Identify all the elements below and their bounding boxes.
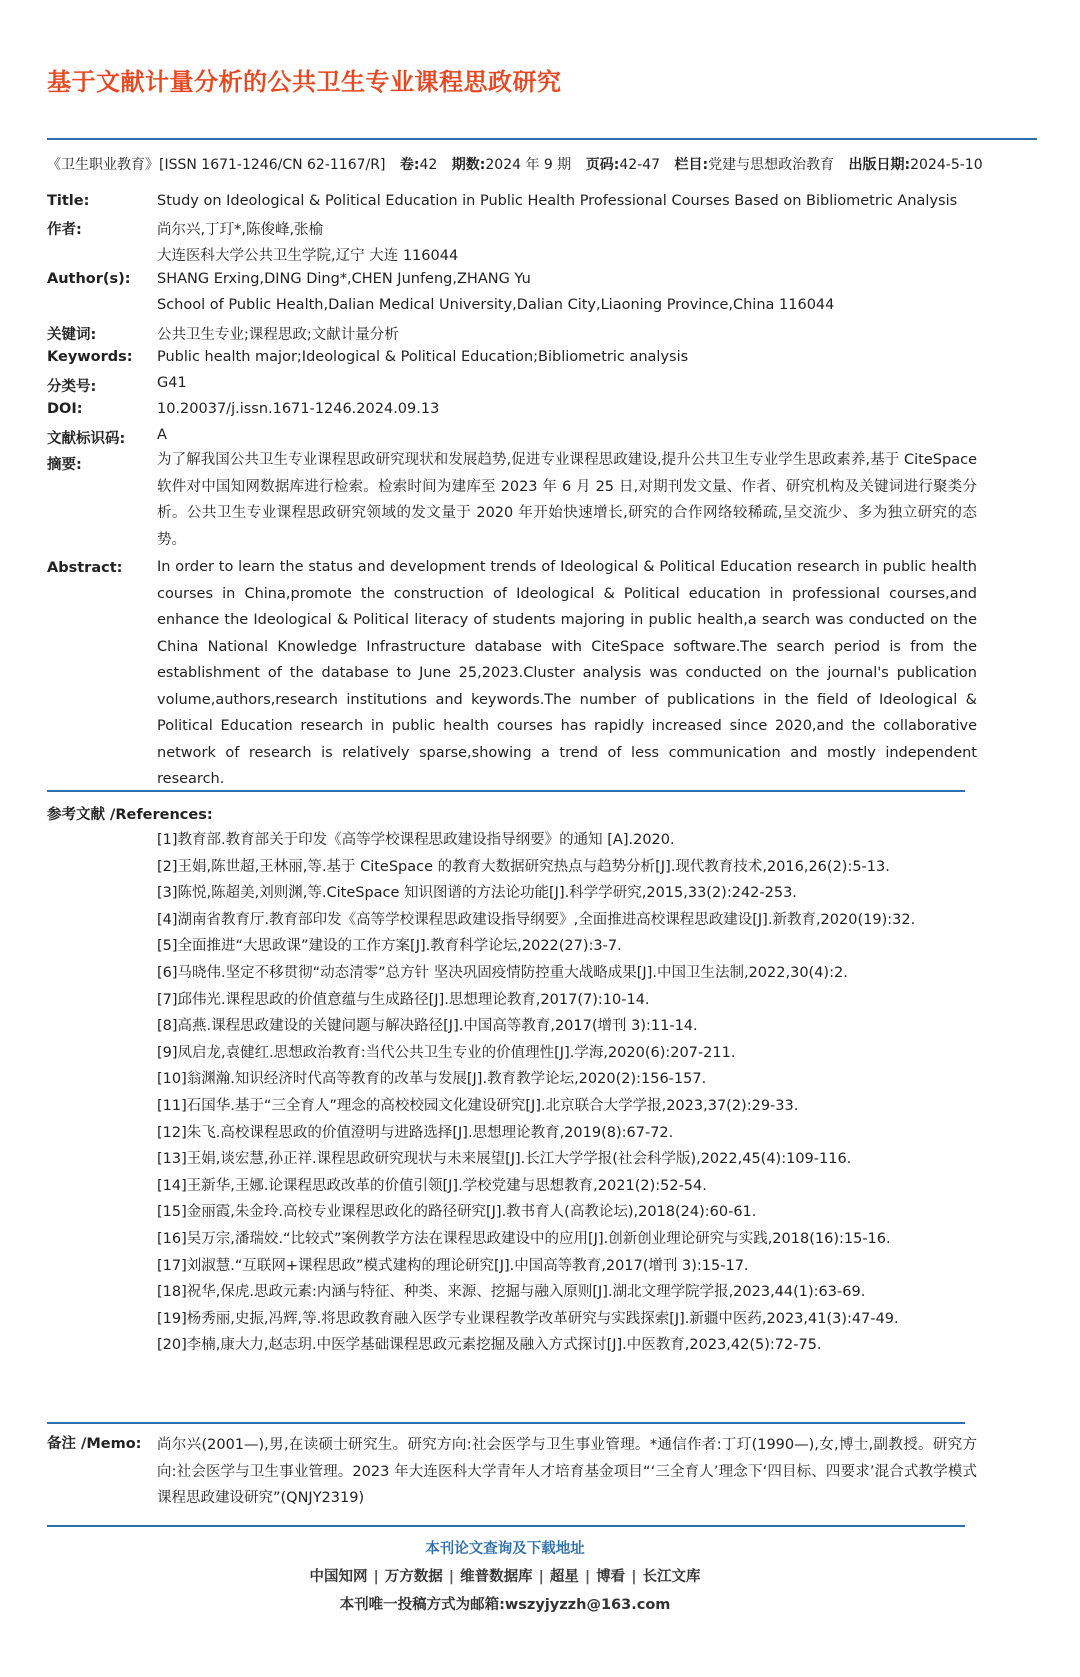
column-label: 栏目: xyxy=(674,157,709,173)
doc-code-value: A xyxy=(157,427,167,443)
journal-issn: [ISSN 1671-1246/CN 62-1167/R] xyxy=(159,157,386,173)
keywords-en-label: Keywords: xyxy=(47,349,133,365)
reference-item: [13]王娟,谈宏慧,孙正祥.课程思政研究现状与未来展望[J].长江大学学报(社会科学版),2022,45(4):109-116. xyxy=(157,1151,852,1168)
author-en-value: SHANG Erxing,DING Ding*,CHEN Junfeng,ZHANG Yu xyxy=(157,271,531,287)
reference-item: [3]陈悦,陈超美,刘则渊,等.CiteSpace 知识图谱的方法论功能[J].科学学研究,2015,33(2):242-253. xyxy=(157,885,797,902)
separator: | xyxy=(631,1569,637,1585)
reference-item: [12]朱飞.高校课程思政的价值澄明与进路选择[J].思想理论教育,2019(8):67-72. xyxy=(157,1124,674,1141)
journal-name: 《卫生职业教育》 xyxy=(47,157,159,173)
reference-item: [6]马晓伟.坚定不移贯彻“动态清零”总方针 坚决巩固疫情防控重大战略成果[J].中国卫生法制,2022,30(4):2. xyxy=(157,964,848,981)
issue-value: 2024 年 9 期 xyxy=(485,157,572,173)
affiliation-en-value: School of Public Health,Dalian Medical University,Dalian City,Liaoning Province,China 116044 xyxy=(157,297,835,313)
separator: | xyxy=(373,1569,379,1585)
database-link[interactable]: 长江文库 xyxy=(642,1569,701,1585)
top-divider xyxy=(47,138,1037,140)
footer-databases xyxy=(0,1565,1010,1586)
abstract-cn-text: 为了解我国公共卫生专业课程思政研究现状和发展趋势,促进专业课程思政建设,提升公共卫生专业学生思政素养,基于 CiteSpace 软件对中国知网数据库进行检索。检索时间为建库至 2023 年 6 月 25 日,对期刊发文量、作者、研究机构及关键词进行聚类分析。公共卫生专业课程思政研究领域的发文量于 2020 年开始快速增长,研究的合作网络较稀疏,呈交流少、多为独立研究的态势。 xyxy=(157,452,977,548)
keywords-en-value: Public health major;Ideological & Political Education;Bibliometric analysis xyxy=(157,349,689,365)
author-en-label: Author(s): xyxy=(47,271,131,287)
memo-label: 备注 /Memo: xyxy=(47,1436,142,1452)
footer-divider xyxy=(47,1525,965,1527)
keywords-cn-label: 关键词: xyxy=(47,327,97,343)
abstract-en-text: In order to learn the status and development trends of Ideological & Political Education research in public health courses in China,promote the construction of Ideological & Political education in professional courses,and enhance the Ideological & Political literacy of students majoring in public health,a search was conducted on the China National Knowledge Infrastructure database with CiteSpace software.The search period is from the establishment of the database to June 25,2023.Cluster analysis was conducted on the journal's publication volume,authors,research institutions and keywords.The number of publications in the field of Ideological & Political Education research in public health courses has rapidly increased since 2020,and the collaborative network of research is relatively sparse,showing a trend of less communication and mostly independent research. xyxy=(157,559,977,787)
abstract-en-label: Abstract: xyxy=(47,560,123,576)
issue-label: 期数: xyxy=(451,157,486,173)
title-value: Study on Ideological & Political Education in Public Health Professional Courses Based on Bibliometric Analysis xyxy=(157,193,958,209)
class-label: 分类号: xyxy=(47,379,97,395)
reference-item: [16]吴万宗,潘瑞姣.“比较式”案例教学方法在课程思政建设中的应用[J].创新创业理论研究与实践,2018(16):15-16. xyxy=(157,1230,891,1247)
article-title: 基于文献计量分析的公共卫生专业课程思政研究 xyxy=(47,68,562,96)
reference-item: [10]翁渊瀚.知识经济时代高等教育的改革与发展[J].教育教学论坛,2020(2):156-157. xyxy=(157,1071,707,1088)
doi-label: DOI: xyxy=(47,401,83,417)
class-value: G41 xyxy=(157,375,187,391)
reference-item: [19]杨秀丽,史振,冯辉,等.将思政教育融入医学专业课程教学改革研究与实践探索[J].新疆中医药,2023,41(3):47-49. xyxy=(157,1310,899,1327)
pages-value: 42-47 xyxy=(619,157,661,173)
database-link[interactable]: 超星 xyxy=(549,1569,579,1585)
reference-item: [7]邱伟光.课程思政的价值意蕴与生成路径[J].思想理论教育,2017(7):10-14. xyxy=(157,991,650,1008)
abstract-cn-label: 摘要: xyxy=(47,457,82,473)
reference-item: [9]凤启龙,袁健红.思想政治教育:当代公共卫生专业的价值理性[J].学海,2020(6):207-211. xyxy=(157,1044,736,1061)
reference-item: [14]王新华,王娜.论课程思政改革的价值引领[J].学校党建与思想教育,2021(2):52-54. xyxy=(157,1177,707,1194)
volume-value: 42 xyxy=(419,157,438,173)
journal-info-line xyxy=(47,154,1047,174)
separator: | xyxy=(538,1569,544,1585)
author-cn-value: 尚尔兴,丁玎*,陈俊峰,张榆 xyxy=(157,222,324,238)
date-value: 2024-5-10 xyxy=(910,157,983,173)
separator: | xyxy=(448,1569,455,1585)
reference-item: [8]高燕.课程思政建设的关键问题与解决路径[J].中国高等教育,2017(增刊 3):11-14. xyxy=(157,1018,698,1035)
memo-divider xyxy=(47,1422,965,1424)
database-link[interactable]: 万方数据 xyxy=(384,1569,443,1585)
pages-label: 页码: xyxy=(585,157,620,173)
footer-email: 本刊唯一投稿方式为邮箱:wszyjyzzh@163.com xyxy=(339,1597,671,1613)
author-cn-label: 作者: xyxy=(47,222,82,238)
doc-code-label: 文献标识码: xyxy=(47,431,126,447)
references-divider xyxy=(47,790,965,792)
keywords-cn-value: 公共卫生专业;课程思政;文献计量分析 xyxy=(157,327,399,343)
affiliation-cn-value: 大连医科大学公共卫生学院,辽宁 大连 116044 xyxy=(157,248,459,264)
reference-item: [18]祝华,保虎.思政元素:内涵与特征、种类、来源、挖掘与融入原则[J].湖北文理学院学报,2023,44(1):63-69. xyxy=(157,1284,866,1301)
references-heading: 参考文献 /References: xyxy=(47,807,213,823)
title-label: Title: xyxy=(47,193,90,209)
reference-item: [2]王娟,陈世超,王林丽,等.基于 CiteSpace 的教育大数据研究热点与趋势分析[J].现代教育技术,2016,26(2):5-13. xyxy=(157,858,890,875)
date-label: 出版日期: xyxy=(848,157,911,173)
reference-item: [5]全面推进“大思政课”建设的工作方案[J].教育科学论坛,2022(27):3-7. xyxy=(157,938,622,955)
memo-text: 尚尔兴(2001—),男,在读硕士研究生。研究方向:社会医学与卫生事业管理。*通信作者:丁玎(1990—),女,博士,副教授。研究方向:社会医学与卫生事业管理。2023 年大连医科大学青年人才培育基金项目“‘三全育人’理念下‘四目标、四要求’混合式教学模式课程思政建设研究”(QNJY2319) xyxy=(157,1437,977,1506)
reference-item: [11]石国华.基于“三全育人”理念的高校校园文化建设研究[J].北京联合大学学报,2023,37(2):29-33. xyxy=(157,1097,799,1114)
database-link[interactable]: 博看 xyxy=(596,1569,626,1585)
reference-item: [15]金丽霞,朱金玲.高校专业课程思政化的路径研究[J].教书育人(高教论坛),2018(24):60-61. xyxy=(157,1204,757,1221)
reference-item: [1]教育部.教育部关于印发《高等学校课程思政建设指导纲要》的通知 [A].2020. xyxy=(157,832,675,848)
reference-item: [4]湖南省教育厅.教育部印发《高等学校课程思政建设指导纲要》,全面推进高校课程思政建设[J].新教育,2020(19):32. xyxy=(157,911,916,928)
column-value: 党建与思想政治教育 xyxy=(708,157,835,173)
database-link[interactable]: 维普数据库 xyxy=(460,1569,533,1585)
volume-label: 卷: xyxy=(399,157,420,173)
reference-item: [17]刘淑慧.“互联网+课程思政”模式建构的理论研究[J].中国高等教育,2017(增刊 3):15-17. xyxy=(157,1257,749,1274)
references-list xyxy=(157,827,975,1359)
separator: | xyxy=(584,1569,591,1585)
footer-title: 本刊论文查询及下载地址 xyxy=(425,1541,585,1557)
reference-item: [20]李楠,康大力,赵志玥.中医学基础课程思政元素挖掘及融入方式探讨[J].中医教育,2023,42(5):72-75. xyxy=(157,1337,822,1354)
database-link[interactable]: 中国知网 xyxy=(309,1569,368,1585)
doi-value: 10.20037/j.issn.1671-1246.2024.09.13 xyxy=(157,401,440,417)
